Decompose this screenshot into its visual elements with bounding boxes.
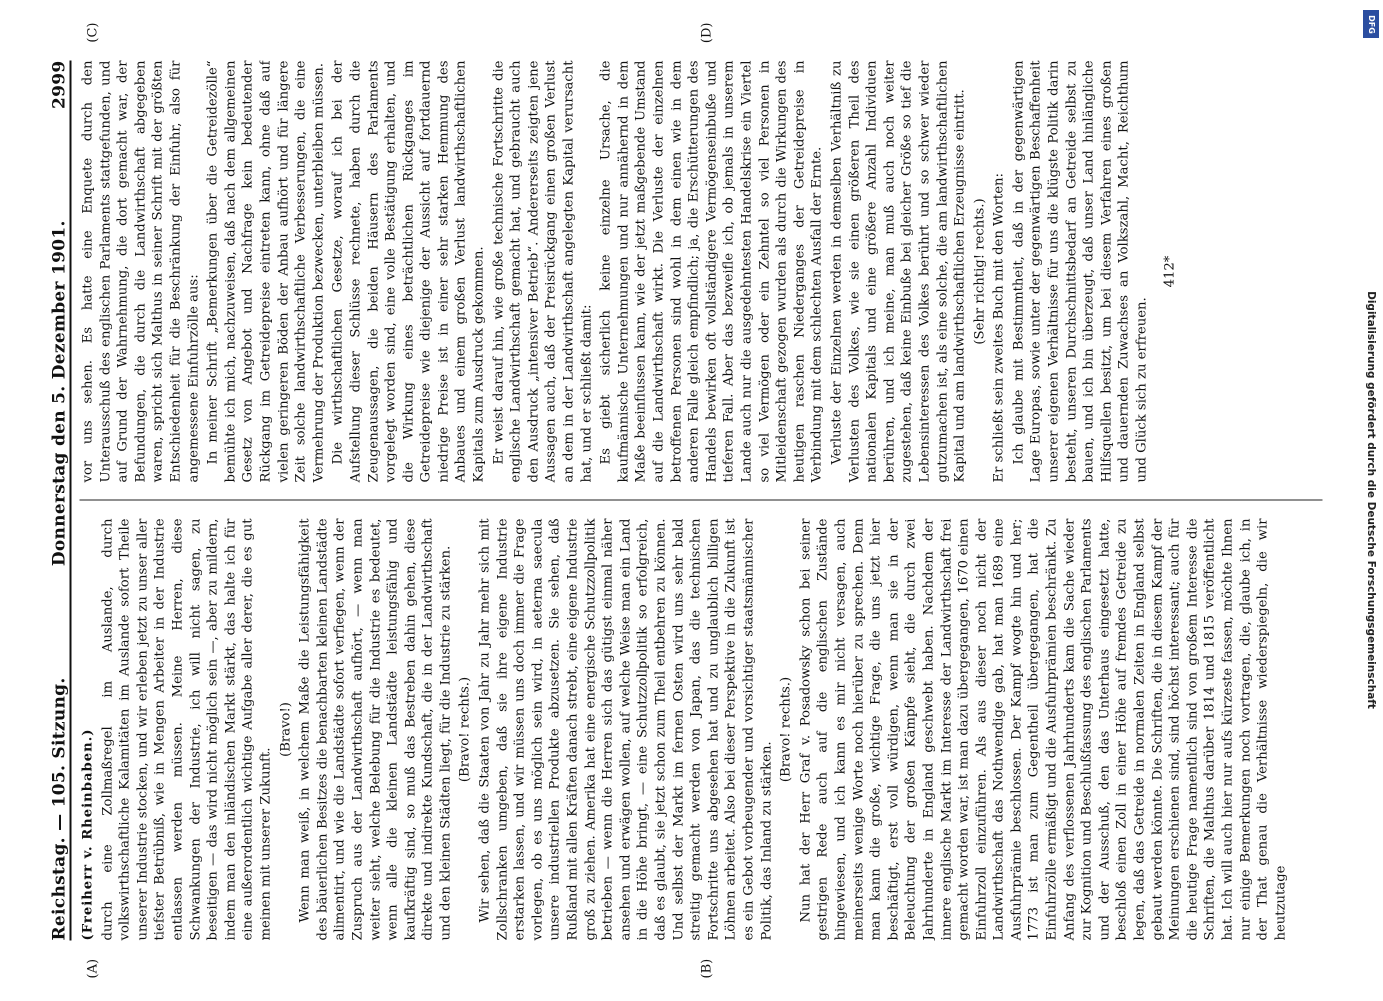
interjection: (Bravo! rechts.) xyxy=(457,676,473,783)
quote-paragraph: In meiner Schrift „Bemerkungen über die Getreidezölle“ bemühte ich mich, nachzuweisen, daß nach dem allgemeinen Gesetz von Angebot und Nachfrage kein bedeutender Rückgang im Getreidepreise eintreten kann, ohne daß auf vielen geringeren Böden der Anbau aufhört und für längere Zeit solche landwirthschaftliche Verbesserungen, die eine Vermehrung der Produktion bezwecken, unterbleiben müssen. xyxy=(205,60,327,483)
paragraph: Er schließt sein zweites Buch mit den Worten: xyxy=(991,173,1007,483)
document-page xyxy=(0,1,1383,1001)
paragraph: vor uns sehen. Es hatte eine Enquete durch den Unterausschuß des englischen Parlaments stattgefunden, und auf Grund der Wahrnehmung, die dort gemacht war, der Befundungen, die durch die Landwirthschaft abgegeben waren, spricht sich Malthus in seiner Schrift mit der größten Entschiedenheit für die Beschränkung der Einfuhr, also für angemessene Einfuhrzölle aus: xyxy=(80,60,202,483)
paragraph: Er weist darauf hin, wie große technische Fortschritte die englische Landwirthschaft gemacht hat, und gebraucht auch den Ausdruck „intensiver Betrieb“. Andererseits zeigten jene Aussagen auch, daß der Preisrückgang einen großen Verlust an dem in der Landwirthschaft angelegten Kapital verursacht hat, und er schließt damit: xyxy=(491,60,595,483)
paragraph: Wenn man weiß, in welchem Maße die Leistungsfähigkeit des bäuerlichen Besitzes die benachbarten kleinen Landstädte alimentirt, und wie die Landstädte sofort verfiegen, wenn der Zuspruch aus der Landwirthschaft aufhört, — wenn man weiter sieht, welche Belebung für die Industrie es bedeutet, wenn alle die kleinen Landstädte leistungsfähig und kaufkräftig sind, so muß das Bestreben dahin gehen, diese direkte und indirekte Kundschaft, die in der Landwirthschaft und den kleinen Städten liegt, für die Industrie zu stärken. xyxy=(297,518,454,941)
signature-mark: 412* xyxy=(1162,255,1178,288)
page-header xyxy=(40,61,72,941)
text-columns xyxy=(80,61,1323,941)
margin-label-b: (B) xyxy=(699,958,715,979)
quote-paragraph: Verluste der Einzelnen werden in demselben Verhältniß zu Verlusten des Volkes, wie sie einen größeren Theil des nationalen Kapitals und eine größere Anzahl Individuen berühren, und ich meine, man muß auch noch weiter zugestehen, daß keine Einbuße bei gleicher Größe so tief die Lebensinteressen des Volkes berührt und so schwer wieder gutzumachen ist, als eine solche, die am landwirthschaftlichen Kapital und am landwirthschaftlichen Erzeugnisse eintritt. xyxy=(829,60,968,483)
interjection: (Bravo! rechts.) xyxy=(778,676,794,783)
interjection: (Sehr richtig! rechts.) xyxy=(972,198,988,345)
quote-paragraph: Die wirthschaftlichen Gesetze, worauf ich bei der Aufstellung dieser Schlüsse rechnete, haben durch die Zeugenaussagen, die beiden Häusern des Parlaments vorgelegt worden sind, eine volle Bestätigung erhalten, und die Wirkung eines beträchtlichen Rückganges im Getreidepreise wie diejenige der Aussicht auf fortdauernd niedrige Preise ist in einer sehr starken Hemmung des Anbaues und einem großen Verlust landwirthschaftlichen Kapitals zum Ausdruck gekommen. xyxy=(330,60,487,483)
paragraph: Wir sehen, daß die Staaten von Jahr zu Jahr mehr sich mit Zollschranken umgeben, daß sie ihre eigene Industrie erstarken lassen, und wir müssen uns doch immer die Frage vorlegen, ob es uns möglich sein wird, in aeterna saecula unsere industriellen Produkte abzusetzen. Sie sehen, daß Rußland mit allen Kräften danach strebt, eine eigene Industrie groß zu ziehen. Amerika hat eine energische Schutzzollpolitik betrieben — wenn die Herren sich das gütigst einmal näher ansehen und erwägen wollen, auf welche Weise man ein Land in die Höhe bringt, — eine Schutzzollpolitik so erfolgreich, daß es glaubt, sie jetzt schon zum Theil entbehren zu können. Und selbst der Markt im fernen Osten wird uns sehr bald streitig gemacht werden von Japan, das die technischen Fortschritte uns abgesehen hat und zu unglaublich billigen Löhnen arbeitet. Also bei dieser Perspektive in die Zukunft ist es ein Gebot vorbeugender und vorsichtiger staatsmännischer Politik, das Inland zu stärken. xyxy=(477,518,775,941)
speaker-label: (Freiherr v. Rheinbaben.) xyxy=(80,728,96,941)
quote-paragraph: Es giebt sicherlich keine einzelne Ursache, die kaufmännische Unternehmungen und nur annähernd in dem Maße beeinflussen kann, wie der jetzt maßgebende Umstand auf die Landwirthschaft wirkt. Die Verluste der einzelnen betroffenen Personen sind wohl in dem einen wie in dem anderen Falle gleich empfindlich; ja, die Erschütterungen des Handels bewirken oft vollständigere Vermögenseinbuße und tieferen Fall. Aber das bezweifle ich, ob jemals in unserem Lande auch nur die ausgedehntesten Handelskrise ein Viertel so viel Vermögen oder ein Zehntel so viel Personen in Mitleidenschaft gezogen wurden als durch die Wirkungen des heutigen raschen Niederganges der Getreidepreise in Verbindung mit dem schlechten Ausfall der Ernte. xyxy=(598,60,825,483)
header-left: Reichstag. — 105. Sitzung. xyxy=(49,677,70,941)
digitization-credit-text: Digitalisierung gefördert durch die Deutsche Forschungsgemeinschaft xyxy=(1365,291,1377,709)
quote-paragraph: Ich glaube mit Bestimmtheit, daß in der gegenwärtigen Lage Europas, sowie unter der gegenwärtigen Beschaffenheit unserer eigenen Verhältnisse für uns die klügste Politik darin besteht, unseren Durchschnittsbedarf an Getreide selbst zu bauen, und ich bin überzeugt, daß unser Land hinlängliche Hilfsquellen besitzt, um bei diesem Verfahren eines großen und dauernden Zuwachses an Volkszahl, Macht, Reichthum und Glück sich zu erfreuen. xyxy=(1011,60,1150,483)
paragraph: Nun hat der Herr Graf v. Posadowsky schon bei seiner gestrigen Rede auch auf die englischen Zustände hingewiesen, und ich kann es mir nicht versagen, auch meinerseits wenige Worte noch hierüber zu sprechen. Denn man kann die große, wichtige Frage, die uns jetzt hier beschäftigt, erst voll würdigen, wenn man sie in der Beleuchtung der großen Kämpfe sieht, die durch zwei Jahrhunderte in England geschwebt haben. Nachdem der innere englische Markt im Interesse der Landwirthschaft frei gemacht worden war, ist man dazu übergegangen, 1670 einen Einfuhrzoll einzuführen. Als aus dieser noch nicht der Landwirthschaft das Nothwendige gab, hat man 1689 eine Ausfuhrprämie beschlossen. Der Kampf wogte hin und her; 1773 ist man zum Gegentheil übergegangen, hat die Einfuhrzölle ermäßigt und die Ausfuhrprämien beschränkt. Zu Anfang des verflossenen Jahrhunderts kam die Sache wieder zur Kognition und Beschlußfassung des englischen Parlaments und der Ausschuß, den das Unterhaus eingesetzt hatte, beschloß einen Zoll in einer Höhe auf fremdes Getreide zu legen, daß das Getreide in normalen Zeiten in England selbst gebaut werden könnte. Die Schriften, die in diesem Kampf der Meinungen erschienen sind, sind höchst interessant; auch für die heutige Frage namentlich sind von großem Interesse die Schriften, die Malthus darüber 1814 und 1815 veröffentlicht hat. Ich will auch hier nur aufs kürzeste fassen, möchte Ihnen nur einige Bemerkungen noch vortragen, die, glaube ich, in der That genau die Verhältnisse wiederspiegeln, die wir heutzutage xyxy=(798,518,1289,941)
margin-label-d: (D) xyxy=(699,22,715,44)
page-number: 2999 xyxy=(49,60,70,110)
right-column xyxy=(80,61,1323,483)
dfg-logo-text: DFG xyxy=(1366,14,1376,34)
margin-label-c: (C) xyxy=(85,22,101,43)
header-date: Donnerstag den 5. Dezember 1901. xyxy=(49,220,70,567)
digitization-credit xyxy=(1359,0,1383,1000)
paragraph: durch eine Zollmaßregel im Auslande, durch volkswirthschaftliche Kalamitäten im Auslande sofort Theile unserer Industrie stocken, und wir erleben jetzt zu unser aller tiefster Betrübniß, wie in Mengen Arbeiter in der Industrie entlassen werden müssen. Meine Herren, diese Schwankungen der Industrie, ich will nicht sagen, zu beseitigen — das wird nicht möglich sein —, aber zu mildern, indem man den inländischen Markt stärkt, das halte ich für eine außerordentlich wichtige Aufgabe aller derer, die es gut meinen mit unserer Zukunft. xyxy=(100,518,274,941)
left-column xyxy=(80,519,1323,941)
interjection: (Bravo!) xyxy=(278,702,294,757)
margin-label-a: (A) xyxy=(85,958,101,979)
